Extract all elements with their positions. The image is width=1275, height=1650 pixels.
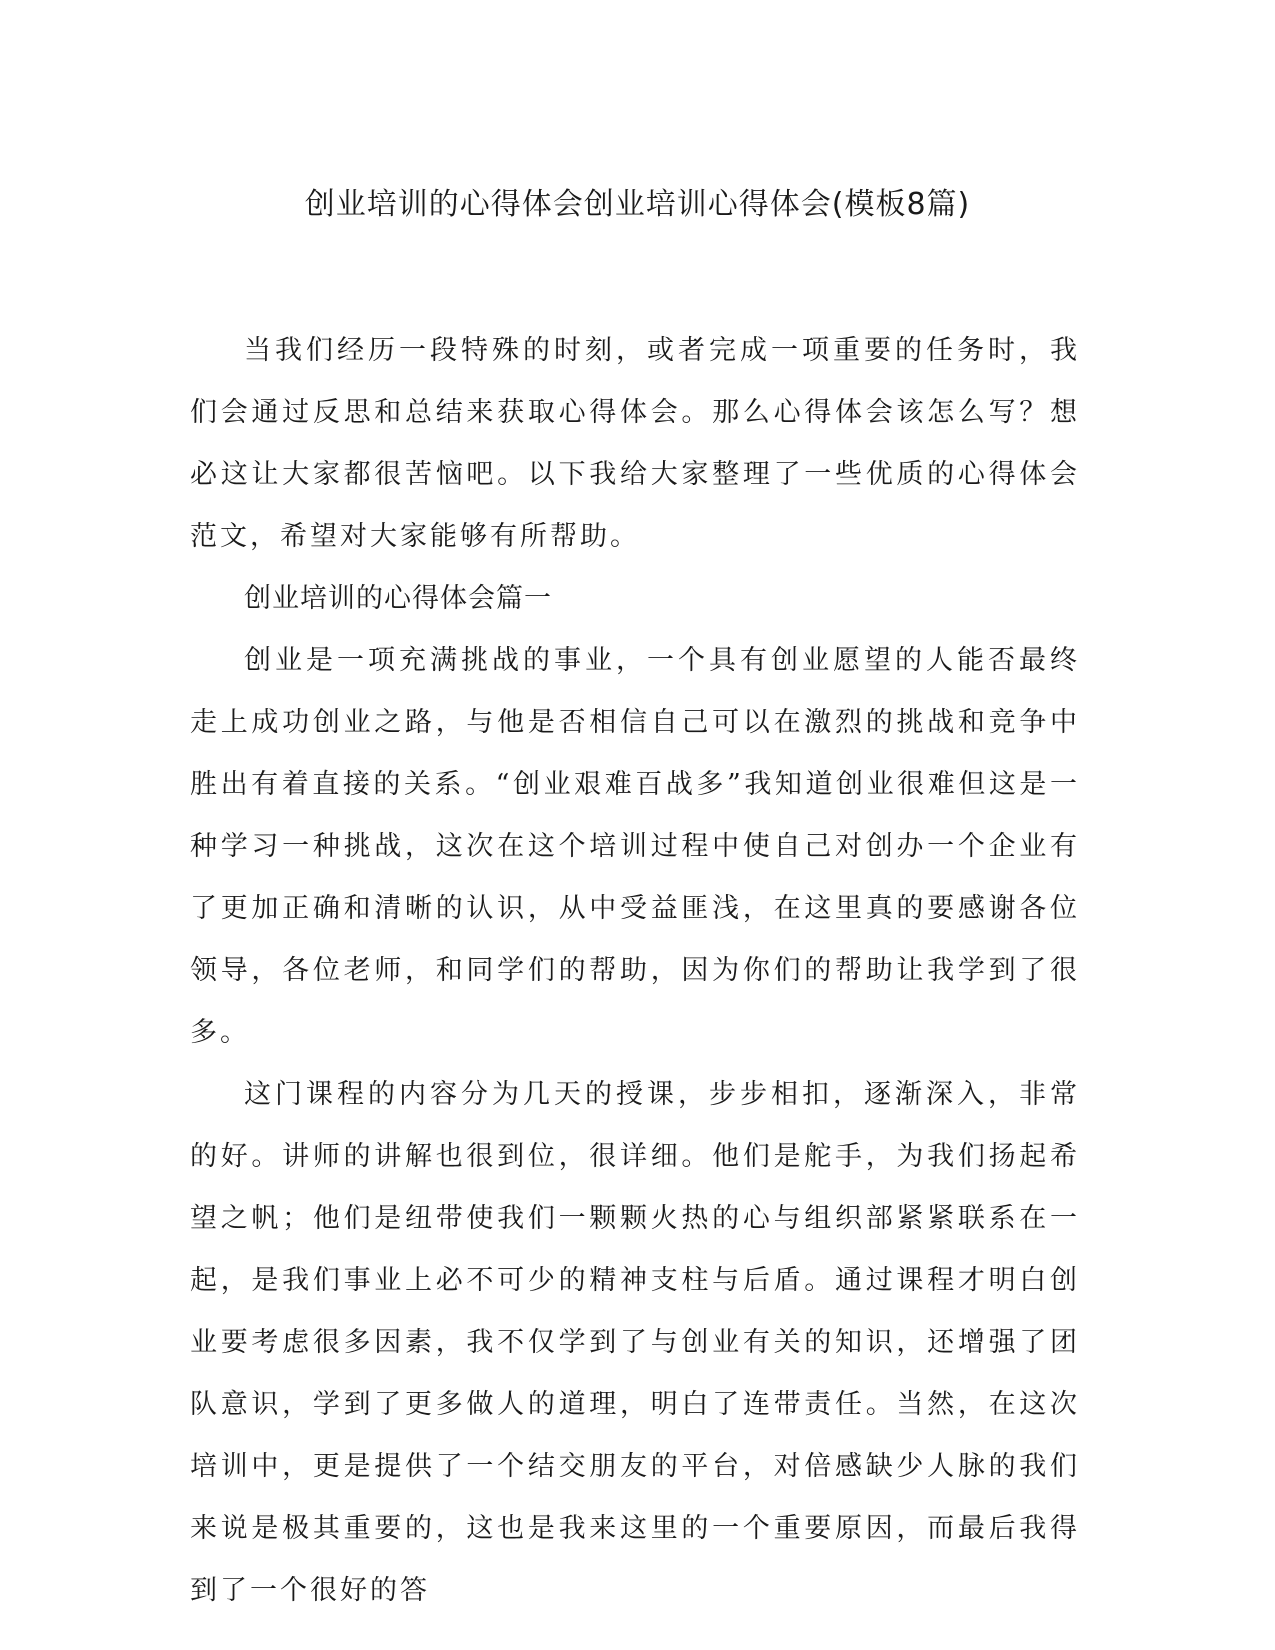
intro-paragraph: 当我们经历一段特殊的时刻，或者完成一项重要的任务时，我们会通过反思和总结来获取心得体会。那么心得体会该怎么写？想必这让大家都很苦恼吧。以下我给大家整理了一些优质的心得体会范文，希望对大家能够有所帮助。: [190, 335, 1080, 552]
body-paragraph: 创业是一项充满挑战的事业，一个具有创业愿望的人能否最终走上成功创业之路，与他是否相信自己可以在激烈的挑战和竞争中胜出有着直接的关系。“创业艰难百战多”我知道创业很难但这是一种学习一种挑战，这次在这个培训过程中使自己对创办一个企业有了更加正确和清晰的认识，从中受益匪浅，在这里真的要感谢各位领导，各位老师，和同学们的帮助，因为你们的帮助让我学到了很多。: [190, 645, 1080, 1048]
document-body: [190, 320, 1080, 1622]
body-paragraph: 这门课程的内容分为几天的授课，步步相扣，逐渐深入，非常的好。讲师的讲解也很到位，很详细。他们是舵手，为我们扬起希望之帆；他们是纽带使我们一颗颗火热的心与组织部紧紧联系在一起，是我们事业上必不可少的精神支柱与后盾。通过课程才明白创业要考虑很多因素，我不仅学到了与创业有关的知识，还增强了团队意识，学到了更多做人的道理，明白了连带责任。当然，在这次培训中，更是提供了一个结交朋友的平台，对倍感缺少人脉的我们来说是极其重要的，这也是我来这里的一个重要原因，而最后我得到了一个很好的答: [190, 1079, 1080, 1606]
section-heading: 创业培训的心得体会篇一: [244, 583, 552, 614]
document-title: 创业培训的心得体会创业培训心得体会(模板8篇): [304, 187, 971, 222]
